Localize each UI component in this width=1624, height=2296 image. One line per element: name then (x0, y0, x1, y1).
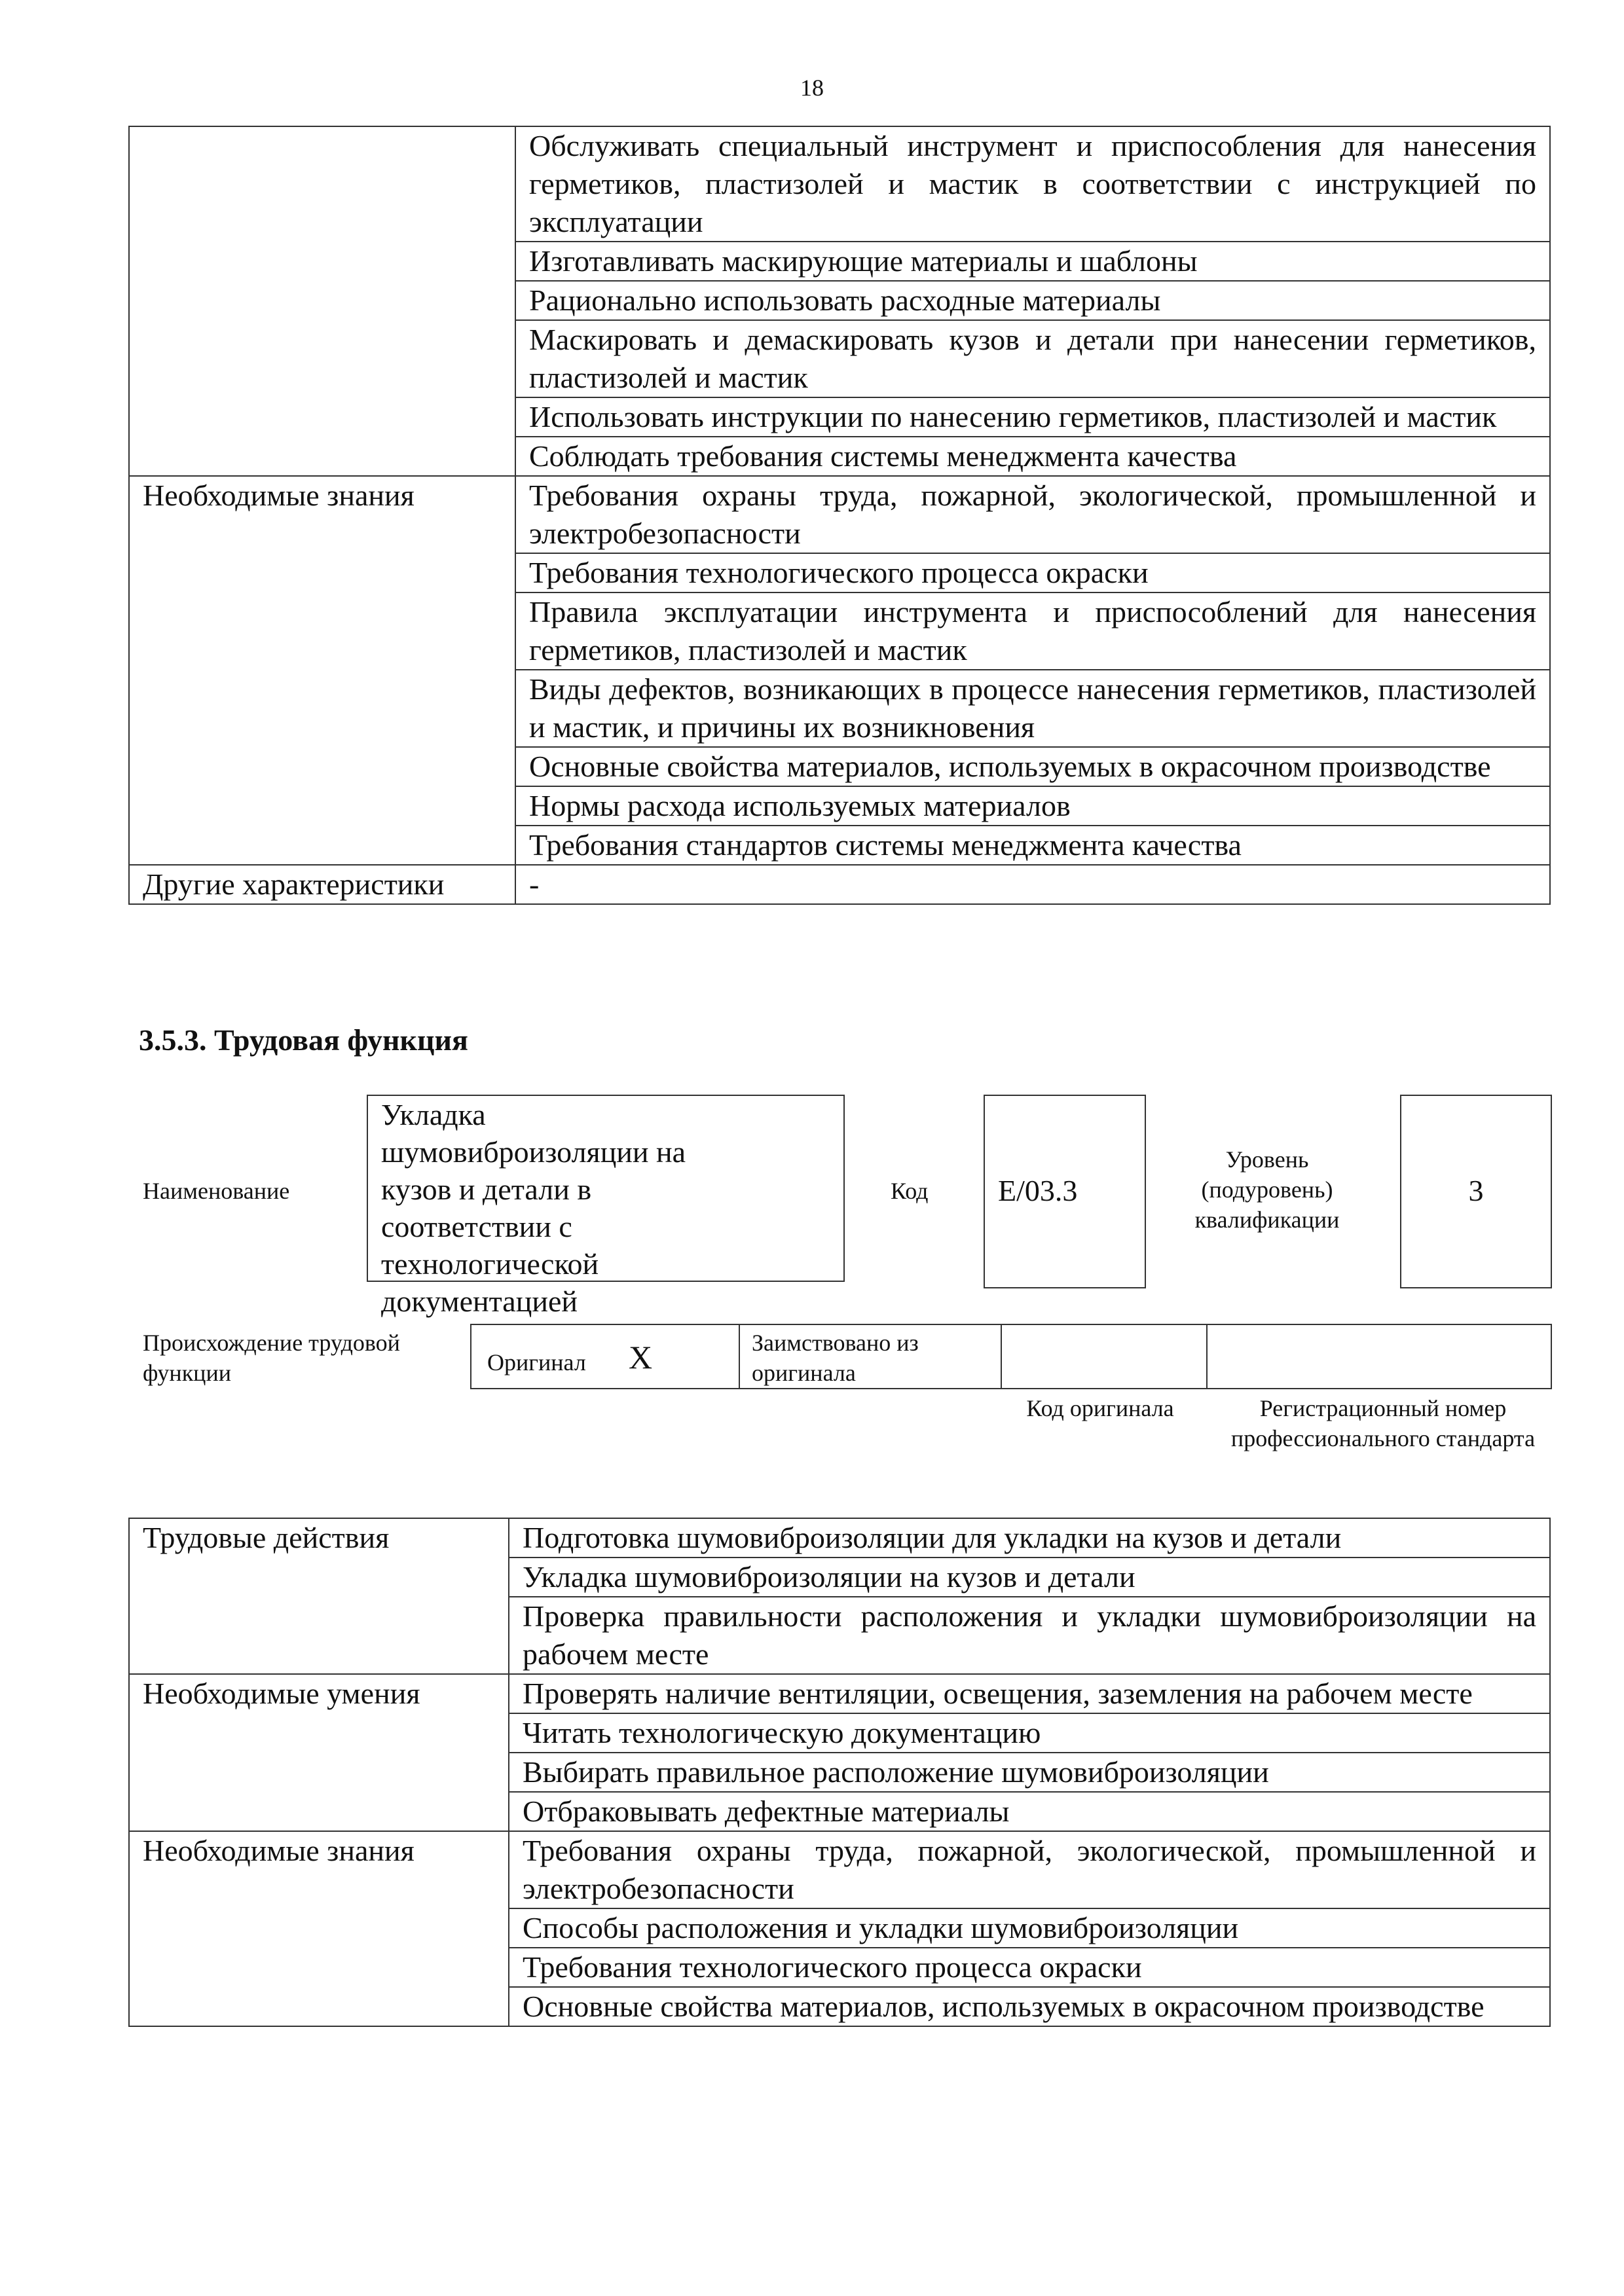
table-cell: Правила эксплуатации инструмента и приспособлений для нанесения герметиков, пластизолей и мастик (515, 592, 1550, 670)
row-label: Необходимые знания (129, 476, 515, 865)
original-label: Оригинал (487, 1349, 586, 1376)
table-cell: Нормы расхода используемых материалов (515, 786, 1550, 826)
row-label: Необходимые умения (129, 1674, 509, 1831)
table-cell: Выбирать правильное расположение шумовиброизоляции (509, 1753, 1550, 1792)
section-heading: 3.5.3. Трудовая функция (139, 1023, 468, 1057)
table-cell: Основные свойства материалов, используемых в окрасочном производстве (515, 747, 1550, 786)
table-cell: Обслуживать специальный инструмент и приспособления для нанесения герметиков, пластизолей и мастик в соответствии с инструкцией по эксплуатации (515, 126, 1550, 242)
level-box (1400, 1095, 1552, 1288)
table-cell: Проверка правильности расположения и укладки шумовиброизоляции на рабочем месте (509, 1597, 1550, 1674)
divider (739, 1325, 740, 1388)
table-cell: Рационально использовать расходные материалы (515, 281, 1550, 320)
table-cell: Требования стандартов системы менеджмента качества (515, 826, 1550, 865)
table-cell: Подготовка шумовиброизоляции для укладки на кузов и детали (509, 1518, 1550, 1558)
table-cell: Способы расположения и укладки шумовиброизоляции (509, 1908, 1550, 1948)
original-mark: X (629, 1339, 653, 1376)
origin-label: Происхождение трудовой функции (143, 1330, 400, 1386)
table-cell: - (515, 865, 1550, 904)
level-label: Уровень (подуровень) квалификации (1194, 1146, 1340, 1233)
reg-number-caption: Регистрационный номер профессионального стандарта (1230, 1395, 1536, 1451)
divider (1206, 1325, 1208, 1388)
table-cell: Виды дефектов, возникающих в процессе нанесения герметиков, пластизолей и мастик, и причины их возникновения (515, 670, 1550, 747)
table-row (129, 865, 1550, 904)
table-cell: Изготавливать маскирующие материалы и шаблоны (515, 242, 1550, 281)
code-box (984, 1095, 1146, 1288)
table-row (129, 1674, 1550, 1713)
table-row (129, 476, 1550, 553)
table-cell: Использовать инструкции по нанесению герметиков, пластизолей и мастик (515, 397, 1550, 437)
table-cell: Проверять наличие вентиляции, освещения, заземления на рабочем месте (509, 1674, 1550, 1713)
table-row (129, 1831, 1550, 1908)
table-cell: Требования охраны труда, пожарной, экологической, промышленной и электробезопасности (509, 1831, 1550, 1908)
page-number: 18 (800, 75, 824, 101)
labor-function-table (128, 1518, 1551, 2027)
skills-knowledge-table (128, 126, 1551, 905)
table-cell: Требования технологического процесса окраски (515, 553, 1550, 592)
row-label: Трудовые действия (129, 1518, 509, 1674)
origin-row (470, 1324, 1552, 1389)
table-cell: Требования охраны труда, пожарной, экологической, промышленной и электробезопасности (515, 476, 1550, 553)
table-cell: Требования технологического процесса окраски (509, 1948, 1550, 1987)
borrowed-label: Заимствовано из оригинала (752, 1330, 919, 1386)
table-row (129, 1518, 1550, 1558)
row-label: Необходимые знания (129, 1831, 509, 2026)
table-cell: Соблюдать требования системы менеджмента качества (515, 437, 1550, 476)
code-label: Код (891, 1178, 929, 1204)
function-name-box (367, 1095, 845, 1318)
code-value: E/03.3 (998, 1174, 1078, 1207)
table-cell: Укладка шумовиброизоляции на кузов и детали (509, 1558, 1550, 1597)
table-cell: Отбраковывать дефектные материалы (509, 1792, 1550, 1831)
level-value: 3 (1468, 1174, 1484, 1207)
function-name: Укладка шумовиброизоляции на кузов и детали в соответствии с технологической документацией (381, 1098, 686, 1318)
name-label: Наименование (143, 1178, 290, 1204)
table-cell: Маскировать и демаскировать кузов и детали при нанесении герметиков, пластизолей и мастик (515, 320, 1550, 397)
table-cell: Читать технологическую документацию (509, 1713, 1550, 1753)
row-label (129, 126, 515, 476)
divider (1001, 1325, 1002, 1388)
table-cell: Основные свойства материалов, используемых в окрасочном производстве (509, 1987, 1550, 2026)
table-row (129, 126, 1550, 242)
code-original-caption: Код оригинала (1026, 1395, 1174, 1421)
row-label: Другие характеристики (129, 865, 515, 904)
